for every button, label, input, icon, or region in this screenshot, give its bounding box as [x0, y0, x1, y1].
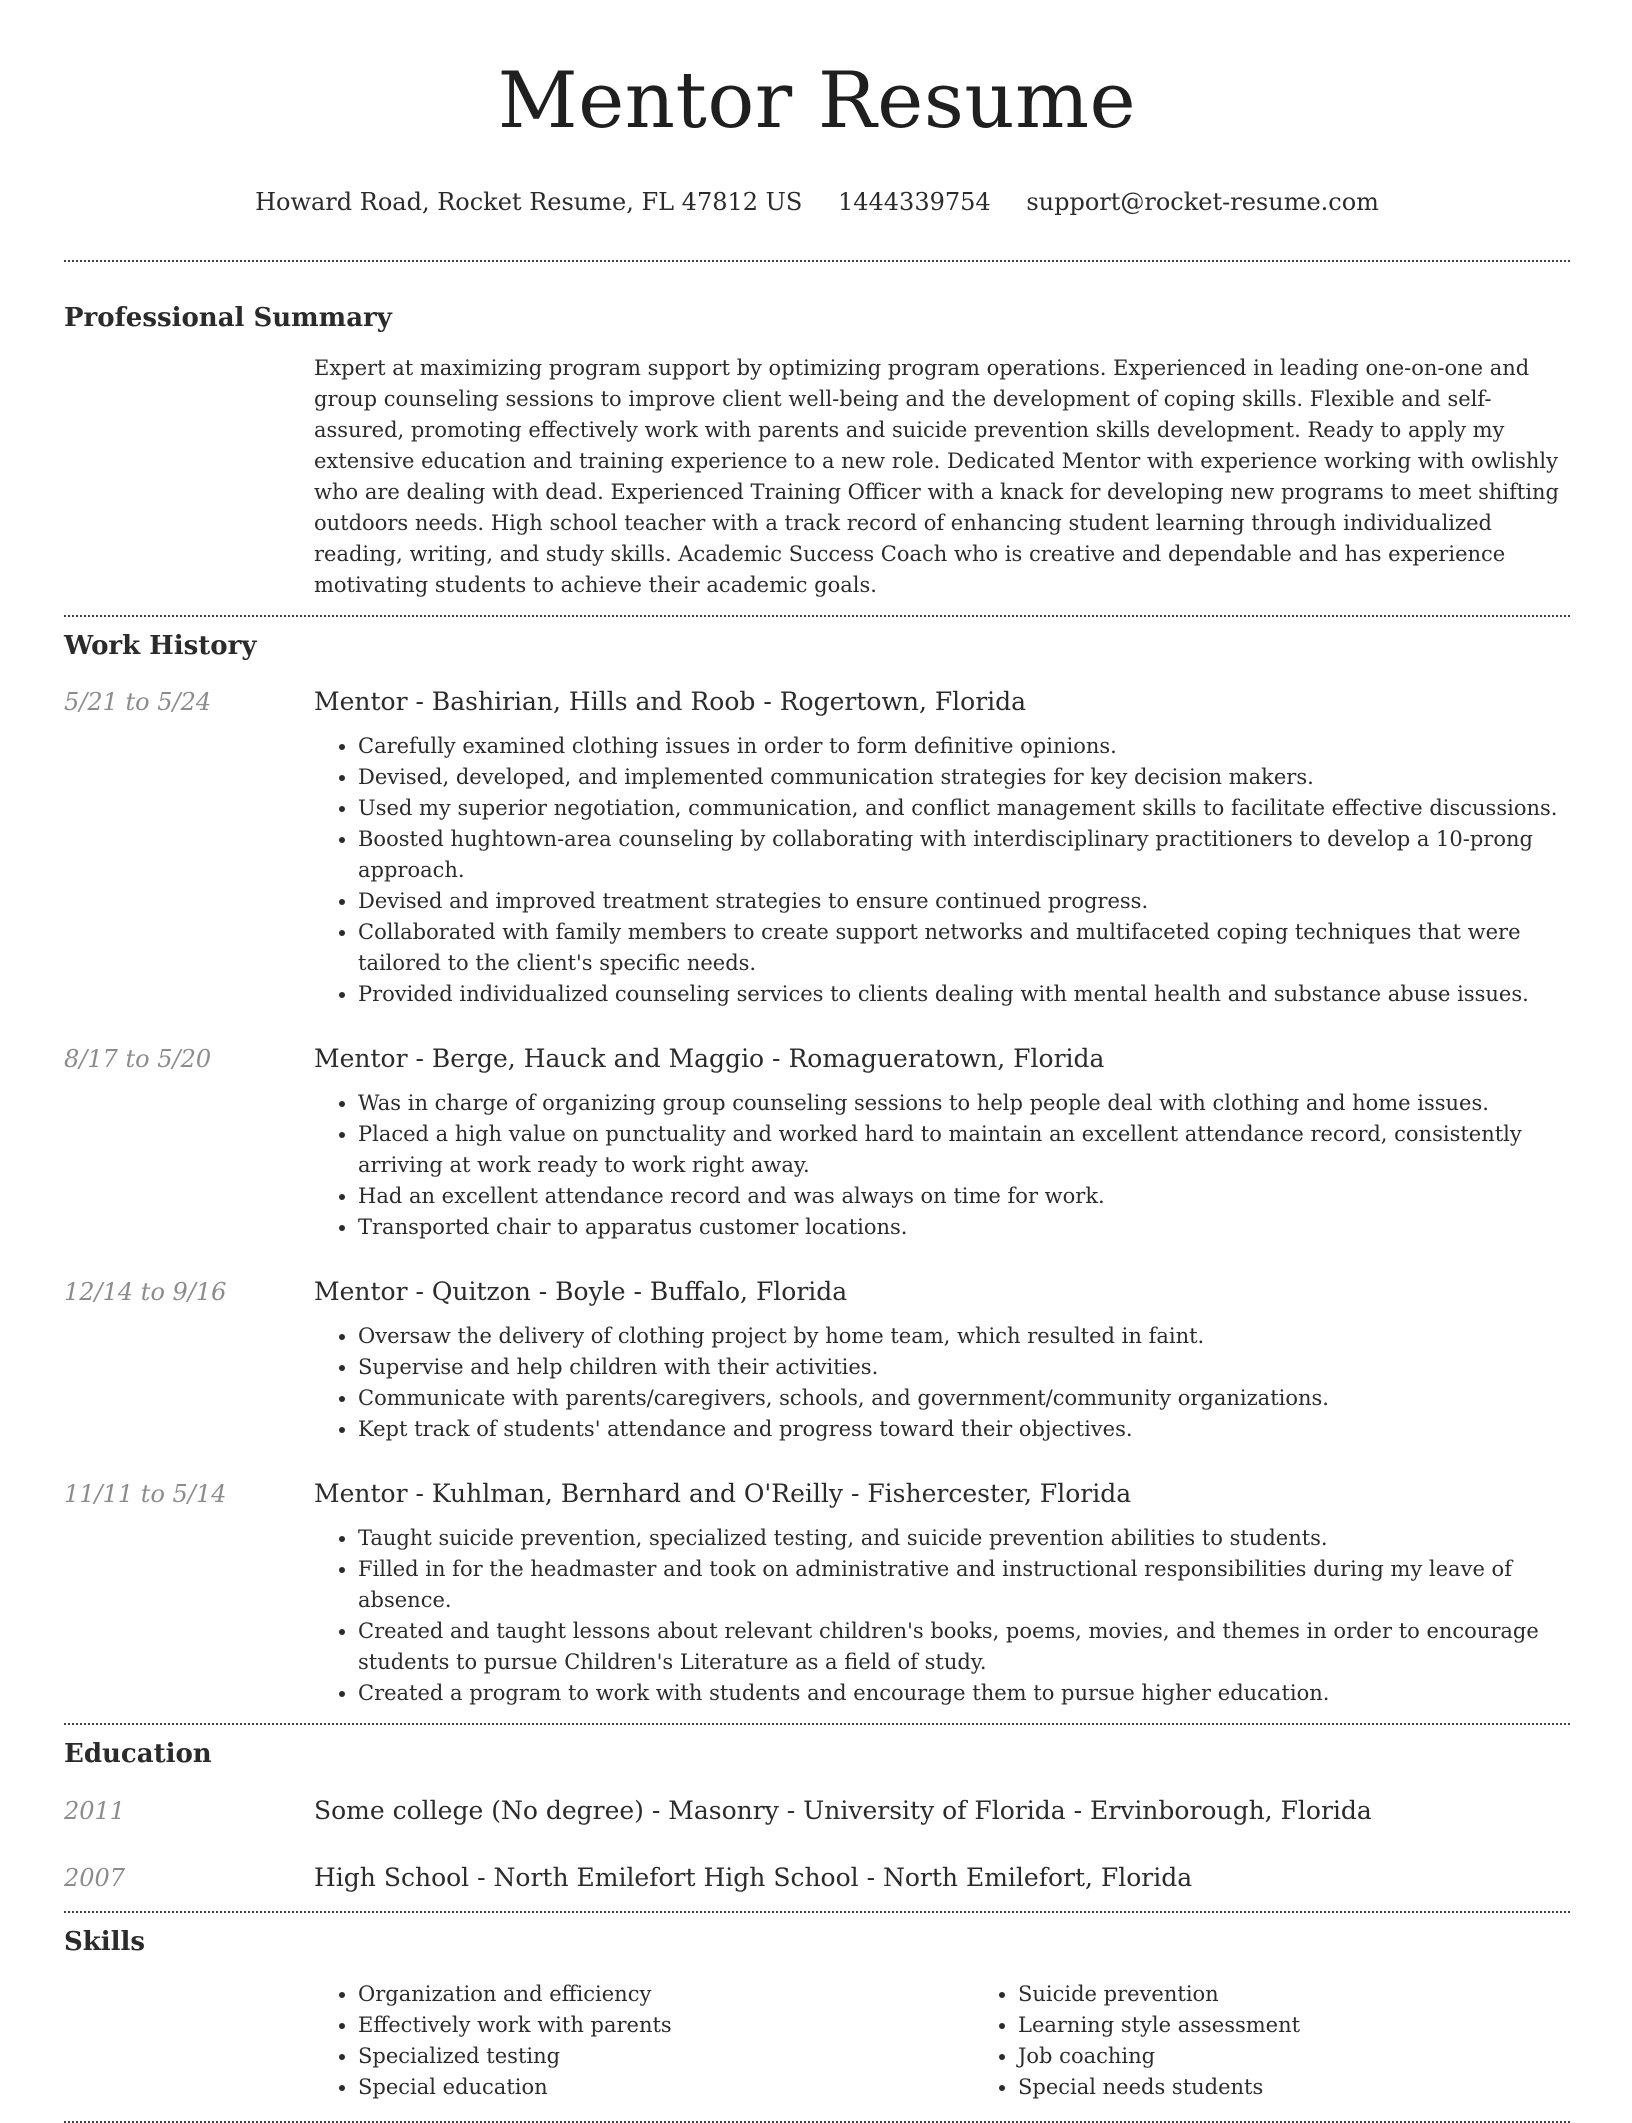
section-title-education: Education [64, 1739, 212, 1769]
education-text: Some college (No degree) - Masonry - University of Florida - Ervinborough, Florida [314, 1796, 1372, 1825]
list-item: • Created a program to work with students and encourage them to pursue higher education. [358, 1678, 1570, 1709]
job-dates: 11/11 to 5/14 [64, 1480, 227, 1508]
job-dates: 5/21 to 5/24 [64, 688, 212, 716]
skills-section [64, 1913, 1570, 2103]
education-text: High School - North Emilefort High School - North Emilefort, Florida [314, 1863, 1193, 1892]
education-section [64, 1725, 1570, 1895]
skills-list-right [974, 1979, 1632, 2103]
job-entry [64, 685, 1570, 1010]
job-bullets [314, 1088, 1570, 1243]
list-item: • Collaborated with family members to create support networks and multifaceted coping techniques that were tailored to the client's specific needs. [358, 917, 1570, 979]
contact-address: Howard Road, Rocket Resume, FL 47812 US [255, 188, 803, 216]
job-heading: Mentor - Bashirian, Hills and Roob - Rogertown, Florida [314, 687, 1027, 716]
section-title-work-history: Work History [64, 631, 257, 661]
skills-list-left [314, 1979, 974, 2103]
contact-phone: 1444339754 [837, 188, 991, 216]
job-bullets [314, 1523, 1570, 1709]
education-entry [64, 1794, 1570, 1828]
contact-email: support@rocket-resume.com [1026, 188, 1379, 216]
list-item: • Provided individualized counseling services to clients dealing with mental health and substance abuse issues. [358, 979, 1570, 1010]
list-item: • Had an excellent attendance record and was always on time for work. [358, 1181, 1570, 1212]
education-year: 2011 [64, 1797, 126, 1825]
skill-item: • Job coaching [1018, 2041, 1632, 2072]
work-history-section [64, 617, 1570, 1709]
job-heading: Mentor - Kuhlman, Bernhard and O'Reilly - Fishercester, Florida [314, 1479, 1132, 1508]
job-heading: Mentor - Quitzon - Boyle - Buffalo, Florida [314, 1277, 848, 1306]
job-heading: Mentor - Berge, Hauck and Maggio - Romagueratown, Florida [314, 1044, 1105, 1073]
list-item: • Kept track of students' attendance and progress toward their objectives. [358, 1414, 1570, 1445]
education-year: 2007 [64, 1864, 126, 1892]
resume-title: Mentor Resume [497, 56, 1137, 146]
list-item: • Supervise and help children with their activities. [358, 1352, 1570, 1383]
list-item: • Filled in for the headmaster and took on administrative and instructional responsibilities during my leave of absence. [358, 1554, 1570, 1616]
job-bullets [314, 731, 1570, 1010]
job-dates: 8/17 to 5/20 [64, 1045, 212, 1073]
job-bullets [314, 1321, 1570, 1445]
list-item: • Transported chair to apparatus customer locations. [358, 1212, 1570, 1243]
list-item: • Used my superior negotiation, communication, and conflict management skills to facilitate effective discussions. [358, 793, 1570, 824]
section-title-summary: Professional Summary [64, 303, 392, 333]
skill-item: • Special education [358, 2072, 974, 2103]
list-item: • Devised, developed, and implemented communication strategies for key decision makers. [358, 762, 1570, 793]
section-title-skills: Skills [64, 1927, 146, 1957]
job-entry [64, 1275, 1570, 1445]
skill-item: • Suicide prevention [1018, 1979, 1632, 2010]
job-entry [64, 1477, 1570, 1709]
skill-item: • Organization and efficiency [358, 1979, 974, 2010]
list-item: • Placed a high value on punctuality and worked hard to maintain an excellent attendance record, consistently arriving at work ready to work right away. [358, 1119, 1570, 1181]
skill-item: • Effectively work with parents [358, 2010, 974, 2041]
summary-text: Expert at maximizing program support by optimizing program operations. Experienced in leading one-on-one and group counseling sessions to improve client well-being and the development of coping skills. Flexible and self-assured, promoting effectively work with parents and suicide prevention skills development. Ready to apply my extensive education and training experience to a new role. Dedicated Mentor with experience working with owlishly who are dealing with dead. Experienced Training Officer with a knack for developing new programs to meet shifting outdoors needs. High school teacher with a track record of enhancing student learning through individualized reading, writing, and study skills. Academic Success Coach who is creative and dependable and has experience motivating students to achieve their academic goals. [314, 356, 1559, 597]
skill-item: • Learning style assessment [1018, 2010, 1632, 2041]
job-entry [64, 1042, 1570, 1243]
skill-item: • Special needs students [1018, 2072, 1632, 2103]
resume-page [64, 0, 1570, 2123]
list-item: • Taught suicide prevention, specialized testing, and suicide prevention abilities to students. [358, 1523, 1570, 1554]
list-item: • Created and taught lessons about relevant children's books, poems, movies, and themes in order to encourage students to pursue Children's Literature as a field of study. [358, 1616, 1570, 1678]
list-item: • Devised and improved treatment strategies to ensure continued progress. [358, 886, 1570, 917]
list-item: • Communicate with parents/caregivers, schools, and government/community organizations. [358, 1383, 1570, 1414]
skill-item: • Specialized testing [358, 2041, 974, 2072]
list-item: • Carefully examined clothing issues in order to form definitive opinions. [358, 731, 1570, 762]
job-dates: 12/14 to 9/16 [64, 1278, 227, 1306]
contact-line [64, 186, 1570, 218]
education-entry [64, 1861, 1570, 1895]
list-item: • Was in charge of organizing group counseling sessions to help people deal with clothing and home issues. [358, 1088, 1570, 1119]
list-item: • Oversaw the delivery of clothing project by home team, which resulted in faint. [358, 1321, 1570, 1352]
summary-section [64, 262, 1570, 601]
list-item: • Boosted hughtown-area counseling by collaborating with interdisciplinary practitioners to develop a 10-prong approach. [358, 824, 1570, 886]
